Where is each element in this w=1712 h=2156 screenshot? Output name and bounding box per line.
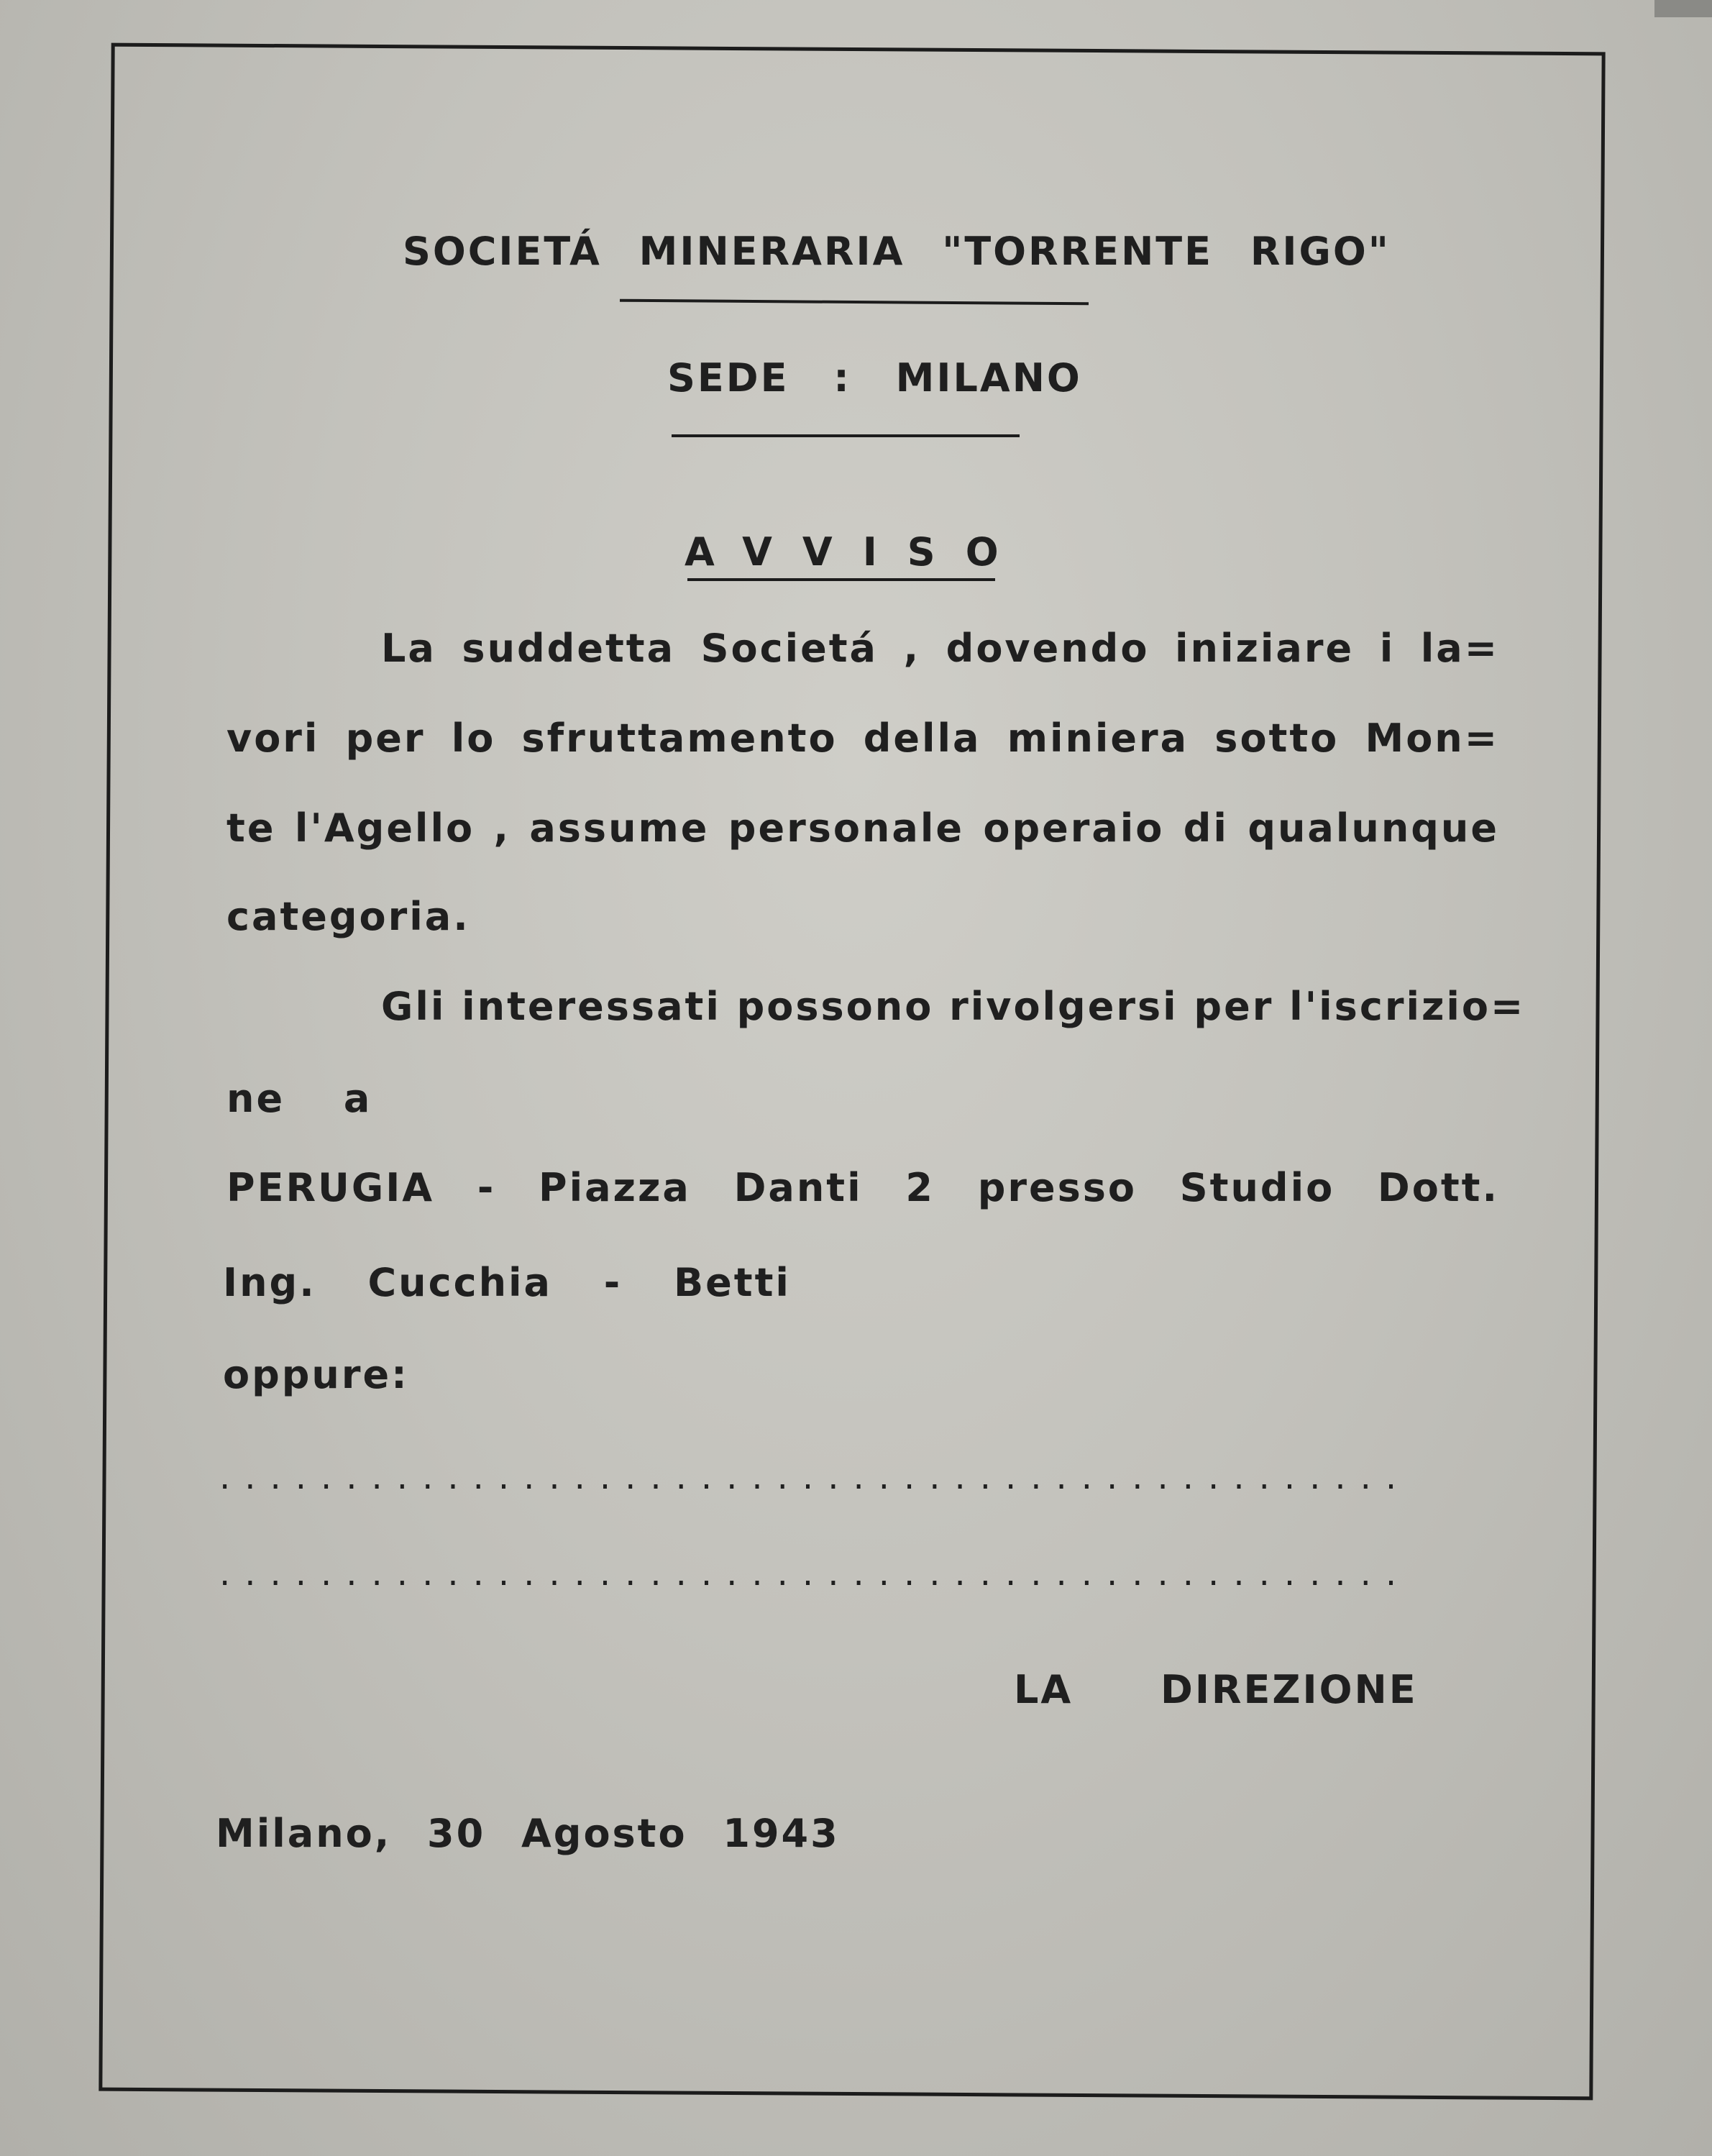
headquarters-underline <box>672 434 1020 437</box>
notice-border <box>99 43 1605 2101</box>
headquarters-line: SEDE : MILANO <box>667 355 1082 401</box>
body-line-2: vori per lo sfruttamento della miniera sotto Mon= <box>226 716 1499 761</box>
dotted-fill-line-2: ............................................... <box>219 1553 1411 1594</box>
body-line-6: ne a <box>226 1076 372 1121</box>
body-line-8: Ing. Cucchia - Betti <box>223 1260 791 1305</box>
company-title: SOCIETÁ MINERARIA "TORRENTE RIGO" <box>403 229 1391 274</box>
heading-underline <box>687 578 995 581</box>
dotted-fill-line-1: ............................................... <box>219 1457 1411 1497</box>
signature: LA DIREZIONE <box>1014 1667 1418 1712</box>
date-line: Milano, 30 Agosto 1943 <box>216 1811 840 1856</box>
body-line-4: categoria. <box>226 894 470 939</box>
body-line-7: PERUGIA - Piazza Danti 2 presso Studio Dott. <box>226 1165 1499 1210</box>
sheet-corner-shadow <box>1654 0 1712 17</box>
body-line-5: Gli interessati possono rivolgersi per l'iscrizio= <box>381 984 1526 1029</box>
notice-heading: AVVISO <box>685 529 1029 575</box>
body-line-1: La suddetta Societá , dovendo iniziare i la= <box>381 626 1499 671</box>
body-line-3: te l'Agello , assume personale operaio di qualunque <box>226 805 1499 851</box>
body-line-9: oppure: <box>223 1352 409 1397</box>
